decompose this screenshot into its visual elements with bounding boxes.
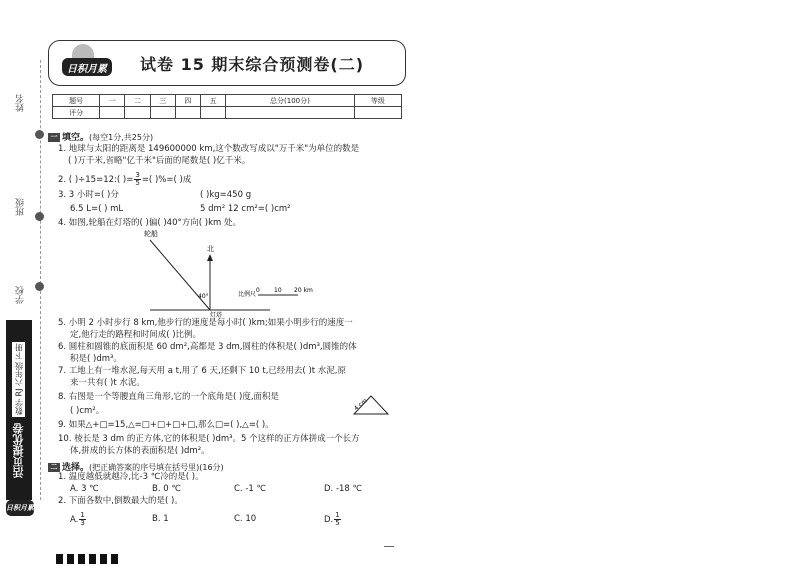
question-8-line-2: ( )cm²。 (70, 406, 105, 416)
table-cell: 三 (150, 95, 175, 107)
question-2-part-b: =( )%=( )成 (141, 175, 192, 185)
table-cell: 题号 (53, 95, 100, 107)
side-name-label: 姓名 (16, 94, 26, 112)
question-6-line-2: 积是( )dm³。 (70, 354, 122, 364)
question-5-line-2: 定,他行走的路程和时间成( )比例。 (70, 330, 202, 340)
question-1-line-1: 1. 地球与太阳的距离是 149600000 km,这个数改写成以"万千米"为单位的数是 (58, 144, 360, 154)
score-cell[interactable] (175, 107, 200, 119)
ship-lighthouse-diagram (110, 228, 330, 318)
choice-2-option-d[interactable] (324, 512, 342, 527)
score-cell[interactable] (150, 107, 175, 119)
section-title: 选择。 (62, 463, 90, 473)
question-4: 4. 如图,轮船在灯塔的( )偏( )40°方向( )km 处。 (58, 218, 241, 228)
score-cell[interactable] (200, 107, 225, 119)
angle-label: 40° (198, 293, 209, 300)
section-note: (把正确答案的序号填在括号里)(16分) (89, 463, 224, 472)
fraction-numerator: 1 (335, 511, 340, 519)
binding-hole (35, 130, 44, 139)
barcode-block (78, 554, 85, 564)
question-9: 9. 如果△+□=15,△=□+□+□+□,那么□=( ),△=( )。 (58, 420, 274, 430)
table-cell: 二 (125, 95, 150, 107)
lighthouse-label: 灯塔 (210, 312, 223, 318)
choice-2-option-a[interactable] (70, 512, 87, 527)
binding-hole (35, 212, 44, 221)
side-class-label: 班级 (16, 198, 26, 216)
question-2 (58, 172, 191, 187)
barcode-block (111, 554, 118, 564)
choice-1-option-b[interactable]: B. 0 ℃ (152, 484, 181, 494)
score-table-score-row (53, 107, 402, 119)
north-arrow-icon (207, 254, 213, 261)
question-3-line-2-b: 5 dm² 12 cm²=( )cm² (200, 204, 291, 214)
score-table-header-row (53, 95, 402, 107)
question-3-line-1-b: ( )kg=450 g (200, 190, 252, 200)
question-6-line-1: 6. 圆柱和圆锥的底面积是 60 dm²,高都是 3 dm,圆柱的体积是( )dm³,圆锥的体 (58, 342, 357, 352)
option-label: D. (324, 515, 334, 525)
scale-label: 比例尺 (238, 291, 257, 298)
triangle-side-label: 4 cm (352, 397, 369, 413)
fraction-denominator: 3 (80, 519, 85, 527)
choice-1-option-d[interactable]: D. -18 ℃ (324, 484, 363, 494)
side-book-title (6, 320, 32, 500)
question-10-line-2: 体,拼成的长方体的表面积是( )dm²。 (70, 446, 210, 456)
section-heading (48, 130, 153, 143)
barcode-block (89, 554, 96, 564)
section-number: 一 (48, 133, 60, 142)
choice-question-1: 1. 温度越低就越冷,比-3 ℃冷的是( )。 (58, 472, 204, 482)
table-cell: 四 (175, 95, 200, 107)
fraction (334, 512, 340, 527)
north-label: 北 (207, 245, 214, 253)
barcode-strip (56, 554, 118, 564)
choice-question-2: 2. 下面各数中,倒数最大的是( )。 (58, 496, 183, 506)
question-10-line-1: 10. 棱长是 3 dm 的正方体,它的体积是( )dm³。5 个这样的正方体拼成一个长方 (58, 434, 360, 444)
right-triangle-figure (352, 392, 390, 416)
scale-tick-20: 20 km (294, 287, 313, 294)
choice-1-option-c[interactable]: C. -1 ℃ (234, 484, 267, 494)
barcode-block (67, 554, 74, 564)
section-note: (每空1分,共25分) (89, 133, 154, 142)
fraction-denominator: 5 (135, 179, 140, 187)
fraction-numerator: 1 (80, 511, 85, 519)
score-cell[interactable] (354, 107, 401, 119)
fraction-numerator: 3 (135, 171, 140, 179)
score-cell[interactable] (226, 107, 355, 119)
fraction (134, 172, 140, 187)
page-title: 试卷 15 期末综合预测卷(二) (140, 55, 365, 74)
brand-logo: 日积月累 (62, 58, 112, 76)
table-cell: 评分 (53, 107, 100, 119)
question-1-line-2: ( )万千米,省略"亿千米"后面的尾数是( )亿千米。 (68, 156, 251, 166)
question-7-line-2: 来一共有( )t 水泥。 (70, 378, 145, 388)
question-5-line-1: 5. 小明 2 小时步行 8 km,他步行的速度是每小时( )km;如果小明步行的速度一 (58, 318, 353, 328)
fraction (79, 512, 85, 527)
scale-tick-0: 0 (256, 287, 260, 294)
choice-2-option-c[interactable]: C. 10 (234, 514, 257, 524)
barcode-block (56, 554, 63, 564)
ship-label: 轮船 (144, 230, 158, 238)
side-school-label: 学校 (16, 286, 26, 304)
choice-1-option-a[interactable]: A. 3 ℃ (70, 484, 99, 494)
table-cell: 一 (100, 95, 125, 107)
fraction-denominator: 5 (335, 519, 340, 527)
book-title-text: 活页提优卷 (12, 423, 25, 479)
option-label: A. (70, 515, 79, 525)
section-number: 二 (48, 463, 60, 472)
scale-tick-10: 10 (274, 287, 282, 294)
score-cell[interactable] (100, 107, 125, 119)
table-cell: 五 (200, 95, 225, 107)
side-logo: 日积月累 (6, 500, 34, 516)
table-cell: 总分(100分) (226, 95, 355, 107)
section-title: 填空。 (62, 133, 90, 143)
score-table (52, 94, 402, 119)
question-7-line-1: 7. 工地上有一堆水泥,每天用 a t,用了 6 天,还剩下 10 t,已经用去( )t 水泥,原 (58, 366, 347, 376)
binding-dashed-line (40, 60, 41, 500)
binding-hole (35, 282, 44, 291)
score-cell[interactable] (125, 107, 150, 119)
page-end-mark (384, 546, 394, 547)
question-2-part-a: 2. ( )÷15=12:( )= (58, 175, 134, 185)
barcode-block (100, 554, 107, 564)
book-subject-text: 数学 RJ 六年级 下册 (14, 343, 24, 416)
table-cell: 等级 (354, 95, 401, 107)
question-8-line-1: 8. 右图是一个等腰直角三角形,它的一个底角是( )度,面积是 (58, 392, 280, 402)
question-3-line-1-a: 3. 3 小时=( )分 (58, 190, 119, 200)
choice-2-option-b[interactable]: B. 1 (152, 514, 169, 524)
question-3-line-2-a: 6.5 L=( ) mL (70, 204, 124, 214)
